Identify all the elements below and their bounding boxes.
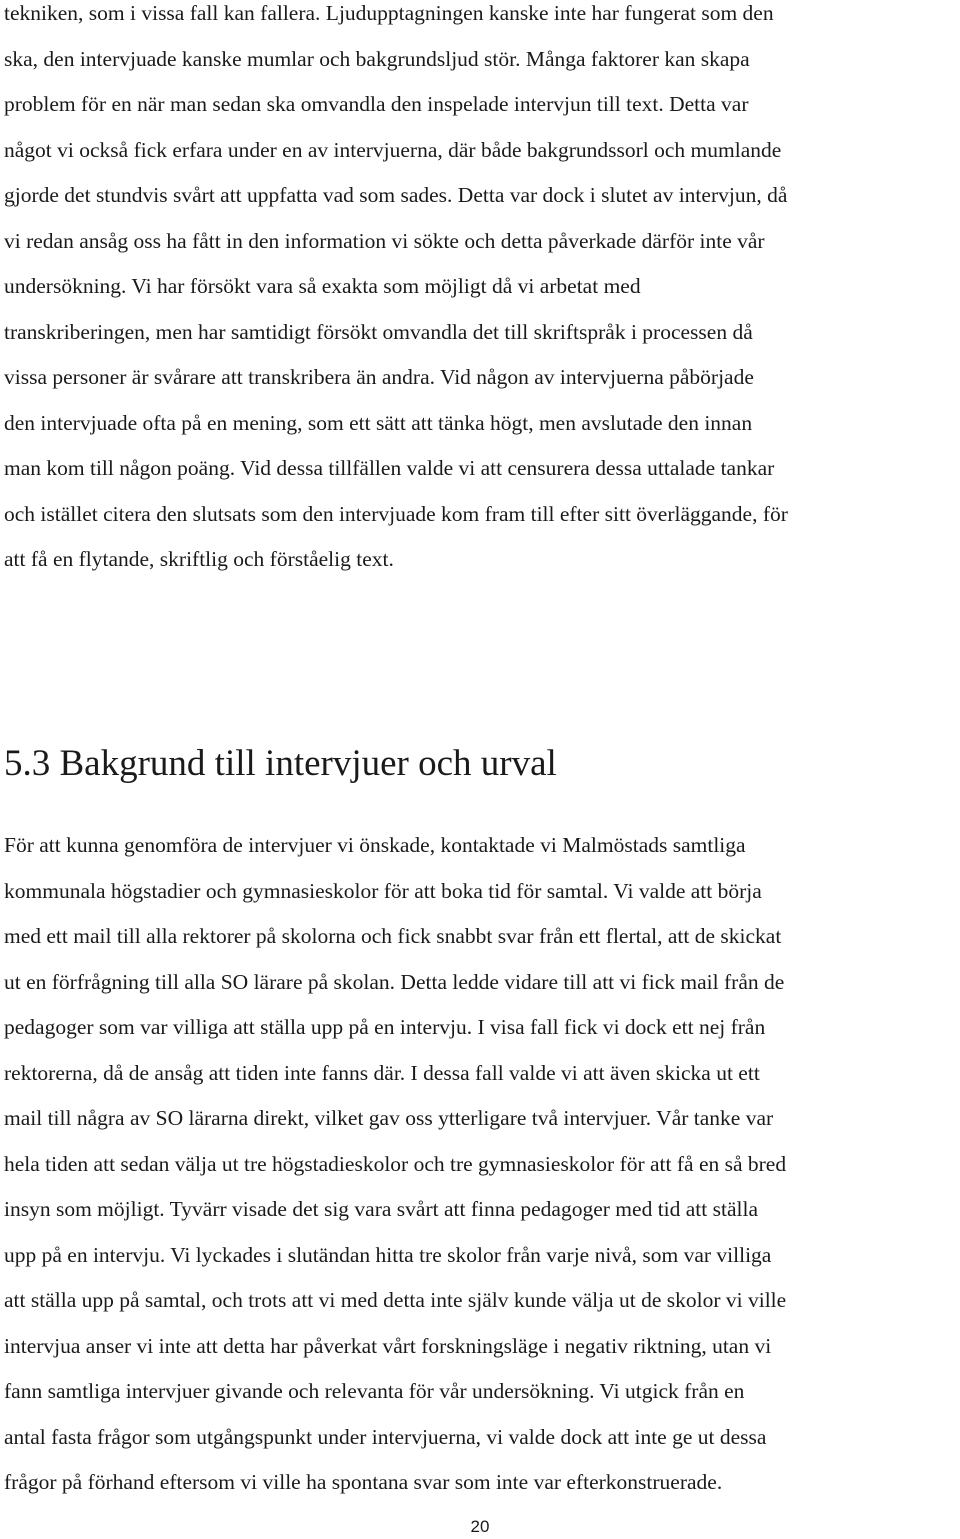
- text-line: intervjua anser vi inte att detta har påverkat vårt forskningsläge i negativ riktning, utan vi: [4, 1333, 772, 1358]
- body-paragraph-transcription: [4, 0, 960, 583]
- text-line: mail till några av SO lärarna direkt, vilket gav oss ytterligare två intervjuer. Vår tanke var: [4, 1106, 774, 1130]
- text-line: transkriberingen, men har samtidigt försökt omvandla det till skriftspråk i processen då: [4, 319, 753, 344]
- text-line: ut en förfrågning till alla SO lärare på skolan. Detta ledde vidare till att vi fick mail från de: [4, 969, 785, 994]
- text-line: insyn som möjligt. Tyvärr visade det sig vara svårt att finna pedagoger med tid att ställa: [4, 1197, 759, 1221]
- text-line: den intervjuade ofta på en mening, som ett sätt att tänka högt, men avslutade den innan: [4, 410, 753, 435]
- text-line: problem för en när man sedan ska omvandla den inspelade intervjun till text. Detta var: [4, 92, 749, 116]
- text-line: något vi också fick erfara under en av intervjuerna, där både bakgrundssorl och mumlande: [4, 137, 782, 162]
- text-line: gjorde det stundvis svårt att uppfatta vad som sades. Detta var dock i slutet av intervjun, då: [4, 183, 788, 207]
- text-line: kommunala högstadier och gymnasieskolor för att boka tid för samtal. Vi valde att börja: [4, 878, 762, 903]
- text-line: med ett mail till alla rektorer på skolorna och fick snabbt svar från ett flertal, att de skickat: [4, 924, 782, 948]
- text-line: hela tiden att sedan välja ut tre högstadieskolor och tre gymnasieskolor för att få en så bred: [4, 1151, 787, 1176]
- section-heading: 5.3 Bakgrund till intervjuer och urval: [4, 743, 557, 784]
- text-line: antal fasta frågor som utgångspunkt under intervjuerna, vi valde dock att inte ge ut dessa: [4, 1424, 767, 1449]
- text-line: vissa personer är svårare att transkribera än andra. Vid någon av intervjuerna påbörjade: [4, 365, 754, 389]
- text-line: tekniken, som i vissa fall kan fallera. Ljudupptagningen kanske inte har fungerat som den: [4, 1, 774, 25]
- text-line: man kom till någon poäng. Vid dessa tillfällen valde vi att censurera dessa uttalade tankar: [4, 456, 775, 480]
- text-line: och istället citera den slutsats som den intervjuade kom fram till efter sitt överläggande, för: [4, 501, 788, 526]
- text-line: upp på en intervju. Vi lyckades i slutändan hitta tre skolor från varje nivå, som var villiga: [4, 1242, 772, 1267]
- text-line: frågor på förhand eftersom vi ville ha spontana svar som inte var efterkonstruerade.: [4, 1470, 723, 1494]
- text-line: undersökning. Vi har försökt vara så exakta som möjligt då vi arbetat med: [4, 274, 641, 298]
- body-paragraph-background: [4, 823, 960, 1506]
- page-number: 20: [470, 1517, 490, 1536]
- text-line: att få en flytande, skriftlig och förståelig text.: [4, 547, 394, 571]
- text-line: rektorerna, då de ansåg att tiden inte fanns där. I dessa fall valde vi att även skicka ut ett: [4, 1060, 760, 1085]
- text-line: fann samtliga intervjuer givande och relevanta för vår undersökning. Vi utgick från en: [4, 1379, 745, 1403]
- text-line: att ställa upp på samtal, och trots att vi med detta inte själv kunde välja ut de skolor vi ville: [4, 1288, 787, 1312]
- text-line: pedagoger som var villiga att ställa upp på en intervju. I visa fall fick vi dock ett nej från: [4, 1015, 766, 1039]
- text-line: vi redan ansåg oss ha fått in den information vi sökte och detta påverkade därför inte vår: [4, 228, 765, 253]
- text-line: För att kunna genomföra de intervjuer vi önskade, kontaktade vi Malmöstads samtliga: [4, 833, 746, 857]
- text-line: ska, den intervjuade kanske mumlar och bakgrundsljud stör. Många faktorer kan skapa: [4, 46, 750, 71]
